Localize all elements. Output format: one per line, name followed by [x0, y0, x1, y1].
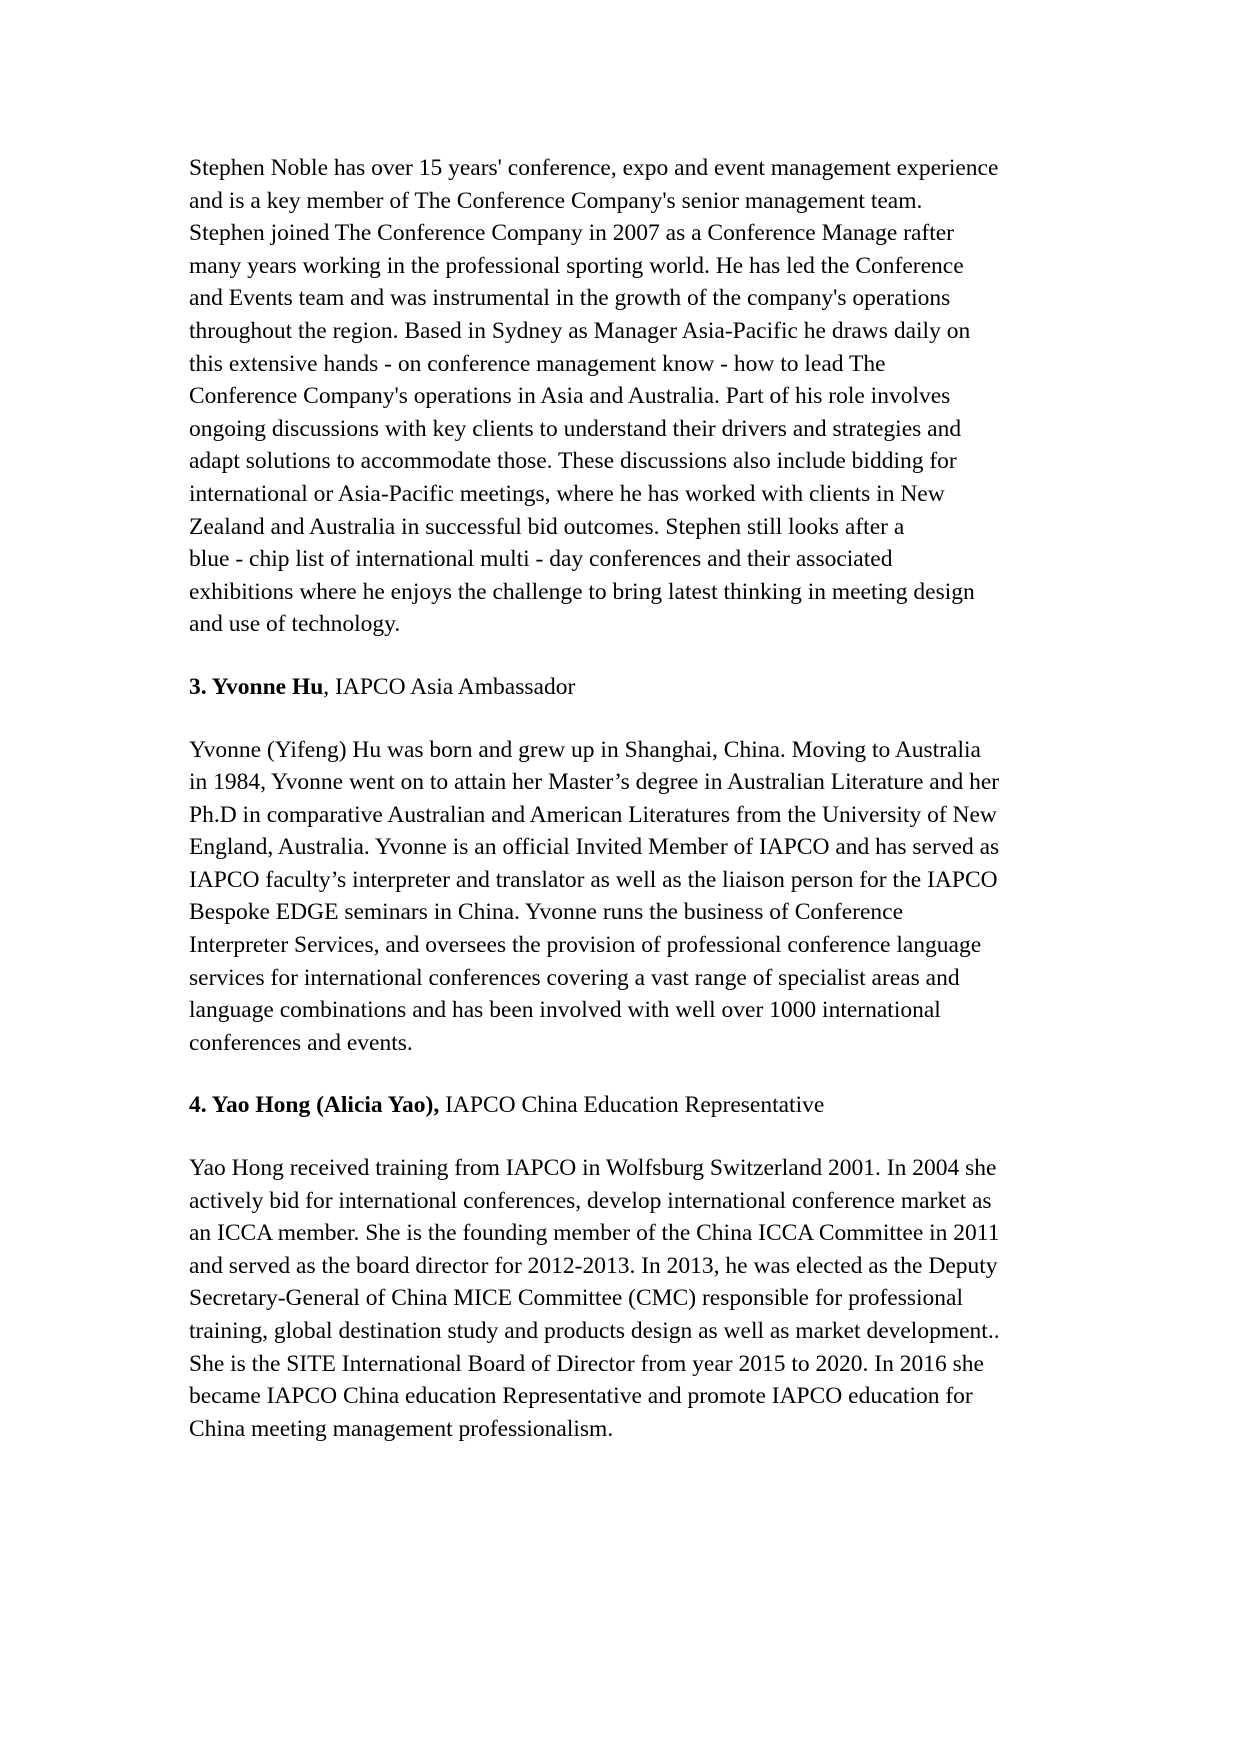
text-line: Yao Hong received training from IAPCO in Wolfsburg Switzerland 2001. In 2004 she: [189, 1155, 997, 1182]
bio-yao-hong: [189, 1152, 1069, 1445]
text-line: Stephen joined The Conference Company in 2007 as a Conference Manage rafter: [189, 220, 955, 247]
text-line: international or Asia-Pacific meetings, where he has worked with clients in New: [189, 480, 945, 507]
text-line: blue ‑ chip list of international multi ‑ day conferences and their associated: [189, 546, 893, 573]
paragraph-gap: [189, 1059, 1069, 1089]
paragraph-gap: [189, 641, 1069, 671]
text-line: IAPCO faculty’s interpreter and translator as well as the liaison person for the IAPCO: [189, 866, 998, 893]
text-line: Zealand and Australia in successful bid outcomes. Stephen still looks after a: [189, 513, 905, 540]
text-line: many years working in the professional sporting world. He has led the Conference: [189, 252, 964, 279]
text-line: Stephen Noble has over 15 years' conference, expo and event management experience: [189, 155, 999, 181]
text-line: and is a key member of The Conference Company's senior management team.: [189, 187, 923, 214]
text-line: Yvonne (Yifeng) Hu was born and grew up in Shanghai, China. Moving to Australia: [189, 736, 981, 763]
text-line: adapt solutions to accommodate those. These discussions also include bidding for: [189, 448, 957, 475]
text-line: conferences and events.: [189, 1029, 413, 1056]
text-line: actively bid for international conferences, develop international conference market as: [189, 1187, 992, 1214]
text-line: China meeting management professionalism.: [189, 1415, 614, 1442]
text-line: ongoing discussions with key clients to understand their drivers and strategies and: [189, 415, 962, 442]
text-line: in 1984, Yvonne went on to attain her Master’s degree in Australian Literature and her: [189, 769, 1000, 796]
text-line: and Events team and was instrumental in the growth of the company's operations: [189, 285, 951, 312]
text-line: services for international conferences covering a vast range of specialist areas and: [189, 964, 960, 991]
text-line: and use of technology.: [189, 611, 401, 638]
text-line: became IAPCO China education Representative and promote IAPCO education for: [189, 1383, 973, 1410]
section-heading-yvonne-hu: [189, 671, 1069, 704]
text-line: Bespoke EDGE seminars in China. Yvonne runs the business of Conference: [189, 899, 904, 926]
text-line: Secretary-General of China MICE Committee (CMC) responsible for professional: [189, 1285, 963, 1312]
heading-name: 3. Yvonne Hu: [189, 673, 324, 700]
text-line: Ph.D in comparative Australian and American Literatures from the University of New: [189, 801, 997, 828]
text-line: throughout the region. Based in Sydney as Manager Asia-Pacific he draws daily on: [189, 317, 971, 344]
text-line: and served as the board director for 2012-2013. In 2013, he was elected as the Deputy: [189, 1252, 998, 1279]
text-line: this extensive hands ‑ on conference management know ‑ how to lead The: [189, 350, 886, 377]
document-page: [189, 152, 1069, 1445]
bio-yvonne-hu: [189, 734, 1069, 1060]
heading-name: 4. Yao Hong (Alicia Yao),: [189, 1092, 440, 1119]
text-line: She is the SITE International Board of Director from year 2015 to 2020. In 2016 she: [189, 1350, 984, 1377]
text-line: exhibitions where he enjoys the challenge to bring latest thinking in meeting design: [189, 578, 975, 605]
section-heading-yao-hong: [189, 1089, 1069, 1122]
text-line: Interpreter Services, and oversees the provision of professional conference language: [189, 932, 982, 959]
heading-title: , IAPCO Asia Ambassador: [323, 673, 576, 700]
heading-title: IAPCO China Education Representative: [439, 1092, 825, 1119]
text-line: training, global destination study and products design as well as market development..: [189, 1318, 1000, 1344]
text-line: England, Australia. Yvonne is an official Invited Member of IAPCO and has served as: [189, 834, 1000, 861]
text-line: an ICCA member. She is the founding member of the China ICCA Committee in 2011: [189, 1220, 1000, 1247]
paragraph-gap: [189, 1122, 1069, 1152]
text-line: Conference Company's operations in Asia and Australia. Part of his role involves: [189, 383, 951, 410]
bio-stephen-noble: [189, 152, 1069, 641]
text-line: language combinations and has been involved with well over 1000 international: [189, 997, 941, 1024]
paragraph-gap: [189, 704, 1069, 734]
